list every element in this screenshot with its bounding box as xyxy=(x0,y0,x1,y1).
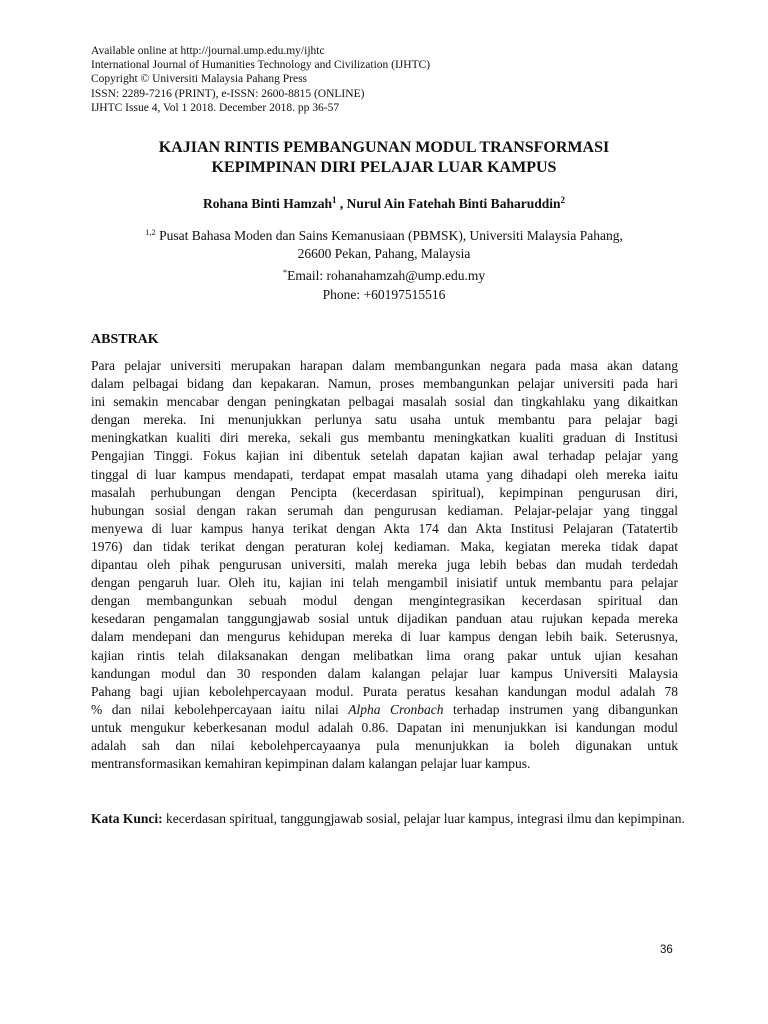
abstract-line: hubungan sosial dengan rakan serumah dan pengurusan kediaman. Pelajar-pelajar yang tinggal xyxy=(91,502,678,518)
affiliation-institution: Pusat Bahasa Moden dan Sains Kemanusiaan (PBMSK), Universiti Malaysia Pahang, xyxy=(155,228,623,243)
corresponding-phone: Phone: +60197515516 xyxy=(322,286,446,302)
author-1-name: Rohana Binti Hamzah xyxy=(203,196,333,211)
paper-title xyxy=(0,138,768,178)
abstract-text: % dan nilai kebolehpercayaan iaitu nilai xyxy=(91,701,349,717)
abstract-line: kesedaran pengamalan tanggungjawab sosial untuk dijadikan panduan atau rujukan kepada mereka xyxy=(91,611,678,627)
abstract-line: adalah sah dan nilai kebolehpercayaanya pula menunjukkan ia boleh digunakan untuk xyxy=(91,737,678,753)
header-line-journal-name: International Journal of Humanities Technology and Civilization (IJHTC) xyxy=(91,59,431,72)
abstract-line: mentransformasikan kemahiran kepimpinan dalam kalangan pelajar luar kampus. xyxy=(91,756,531,772)
abstract-body xyxy=(91,357,678,773)
keywords-text: kecerdasan spiritual, tanggungjawab sosial, pelajar luar kampus, integrasi ilmu dan kepimpinan. xyxy=(162,811,685,826)
abstract-line: masalah perhubungan dengan Pencipta (kecerdasan spiritual), kepimpinan pengurusan diri, xyxy=(91,484,678,500)
abstract-line: dalam pelbagai bidang dan kepakaran. Namun, proses membangunkan pelajar universiti pada hari xyxy=(91,376,678,392)
abstract-line: dengan membangunkan sebuah modul dengan mengintegrasikan kecerdasan spiritual dan xyxy=(91,593,678,609)
page-number: 36 xyxy=(660,944,673,956)
title-line-2: KEPIMPINAN DIRI PELAJAR LUAR KAMPUS xyxy=(211,159,557,176)
keywords-block xyxy=(91,808,686,829)
abstract-text: terhadap instrumen yang dibangunkan xyxy=(443,701,678,717)
author-1-affiliation-mark: 1 xyxy=(332,195,337,205)
alpha-cronbach-term: Alpha Cronbach xyxy=(348,701,444,717)
header-line-copyright: Copyright © Universiti Malaysia Pahang Press xyxy=(91,73,308,86)
affiliation-address: 26600 Pekan, Pahang, Malaysia xyxy=(297,246,471,262)
header-line-issn: ISSN: 2289-7216 (PRINT), e-ISSN: 2600-8815 (ONLINE) xyxy=(91,87,365,100)
author-separator: , xyxy=(336,196,347,211)
corresponding-email: Email: rohanahamzah@ump.edu.my xyxy=(287,268,486,284)
abstract-line: Pengajian Tinggi. Fokus kajian ini dibentuk setelah dapatan kajian awal terhadap pelajar yang xyxy=(91,448,678,464)
abstract-line: untuk mengukur keberkesanan modul adalah 0.86. Dapatan ini menunjukkan isi kandungan modul xyxy=(91,719,678,735)
abstract-line: dengan mereka. Ini menunjukkan perlunya satu usaha untuk membantu para pelajar bagi xyxy=(91,412,678,428)
abstract-line: Pahang bagi ujian kebolehpercayaan modul. Purata peratus kesahan kandungan modul adalah 78 xyxy=(91,683,678,699)
abstract-line: meningkatkan kualiti diri mereka, sekali gus membantu meningkatkan kualiti graduan di Institusi xyxy=(91,430,678,446)
affiliation-mark: 1,2 xyxy=(145,227,156,237)
journal-header xyxy=(91,44,430,115)
abstract-line: menyewa di luar kampus hanya terikat dengan Akta 174 dan Akta Institusi Pelajaran (Tatatertib xyxy=(91,520,678,536)
email-mark: * xyxy=(282,267,288,278)
header-line-availability: Available online at http://journal.ump.edu.my/ijhtc xyxy=(91,45,325,57)
affiliation-email-line xyxy=(0,263,768,285)
title-line-1: KAJIAN RINTIS PEMBANGUNAN MODUL TRANSFORMASI xyxy=(158,139,610,156)
abstract-line: tinggal di luar kampus mendapati, terdapat empat masalah utama yang dihadapi oleh mereka iaitu xyxy=(91,466,678,482)
affiliation-line-1 xyxy=(0,223,768,245)
abstract-line: Para pelajar universiti merupakan harapan dalam membangunkan negara pada masa akan datang xyxy=(91,358,678,373)
author-2-affiliation-mark: 2 xyxy=(560,195,565,205)
abstract-line: dipantau oleh pihak pengurusan universiti, malah mereka juga lebih bebas dan mudah terdedah xyxy=(91,557,678,573)
abstract-line: kajian rintis telah dilaksanakan dengan melibatkan lima orang pakar untuk ujian kesahan xyxy=(91,647,678,663)
keywords-label: Kata Kunci: xyxy=(91,811,163,826)
abstract-heading: ABSTRAK xyxy=(91,332,159,347)
abstract-line-with-italic xyxy=(91,701,678,719)
author-2-name: Nurul Ain Fatehah Binti Baharuddin xyxy=(346,196,561,211)
header-line-issue: IJHTC Issue 4, Vol 1 2018. December 2018. pp 36-57 xyxy=(91,101,340,114)
abstract-line: dengan pengaruh luar. Oleh itu, kajian ini telah mengambil inisiatif untuk membantu para pelajar xyxy=(91,575,678,591)
affiliation-block xyxy=(0,223,768,304)
abstract-line: ini semakin mencabar dengan peningkatan pelbagai masalah sosial dan tingkahlaku yang dikaitkan xyxy=(91,394,678,410)
abstract-line: kandungan modul dan 30 responden dalam kalangan pelajar luar kampus Universiti Malaysia xyxy=(91,665,678,681)
abstract-line: dalam mendepani dan mengurus kehidupan mereka di luar kampus dengan lebih baik. Seterusnya, xyxy=(91,629,678,645)
abstract-line: 1976) dan tidak terikat dengan peraturan kolej kediaman. Maka, kegiatan mereka tidak dapat xyxy=(91,538,678,554)
author-list xyxy=(0,192,768,212)
